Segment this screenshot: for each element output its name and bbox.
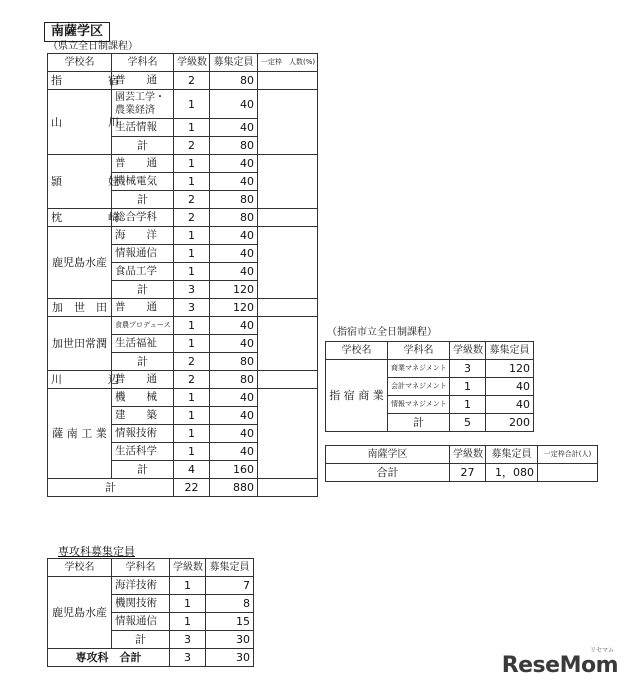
header-classes: 学級数	[174, 54, 210, 72]
fixed-quota-cell	[258, 72, 318, 90]
classes-cell: 2	[174, 137, 210, 155]
city-table-header	[326, 342, 534, 360]
capacity-cell: 7	[206, 577, 254, 595]
classes-cell: 1	[170, 613, 206, 631]
school-name: 鹿児島水産	[48, 227, 112, 299]
capacity-cell: 160	[210, 461, 258, 479]
classes-cell: 3	[170, 631, 206, 649]
dept-name: 会計マネジメント	[388, 378, 450, 396]
classes-cell: 1	[174, 173, 210, 191]
total-capacity: 880	[210, 479, 258, 497]
capacity-cell: 40	[210, 119, 258, 137]
header-school: 学校名	[48, 559, 112, 577]
dept-name: 情報通信	[112, 245, 174, 263]
capacity-cell: 40	[210, 443, 258, 461]
resemom-logo: ReseMom	[501, 653, 618, 678]
dept-name: 総合学科	[112, 209, 174, 227]
classes-cell: 2	[174, 353, 210, 371]
capacity-cell: 80	[210, 137, 258, 155]
classes-cell: 1	[174, 407, 210, 425]
capacity-cell: 40	[210, 90, 258, 119]
school-name: 枕 崎	[48, 209, 112, 227]
capacity-cell: 80	[210, 209, 258, 227]
capacity-cell: 80	[210, 353, 258, 371]
subtotal-label: 計	[112, 191, 174, 209]
dept-name: 普 通	[112, 155, 174, 173]
classes-cell: 1	[450, 378, 486, 396]
classes-cell: 1	[170, 577, 206, 595]
summary-label: 合計	[326, 464, 450, 482]
table-row	[326, 360, 534, 378]
subtotal-label: 計	[112, 353, 174, 371]
school-name: 鹿児島水産	[48, 577, 112, 649]
dept-name: 機 械	[112, 389, 174, 407]
fixed-quota-cell	[258, 479, 318, 497]
classes-cell: 4	[174, 461, 210, 479]
main-capacity-table	[47, 53, 318, 497]
classes-cell: 1	[174, 443, 210, 461]
fixed-quota-cell	[258, 227, 318, 299]
table-row	[48, 577, 254, 595]
classes-cell: 1	[174, 227, 210, 245]
school-name: 加世田常潤	[48, 317, 112, 371]
classes-cell: 1	[174, 335, 210, 353]
header-classes: 学級数	[170, 559, 206, 577]
summary-row	[326, 464, 598, 482]
school-name: 山 川	[48, 90, 112, 155]
total-row	[48, 479, 318, 497]
special-total-label: 専攻科 合計	[48, 649, 170, 667]
capacity-cell: 40	[210, 245, 258, 263]
main-table-caption: （県立全日制課程）	[48, 41, 138, 52]
summary-fixed-cell	[538, 464, 598, 482]
classes-cell: 1	[174, 155, 210, 173]
dept-name: 食品工学	[112, 263, 174, 281]
classes-cell: 2	[174, 72, 210, 90]
city-capacity-table	[325, 341, 534, 432]
capacity-cell: 40	[210, 155, 258, 173]
school-name: 指 宿	[48, 72, 112, 90]
classes-cell: 1	[174, 389, 210, 407]
capacity-cell: 40	[210, 173, 258, 191]
dept-name: 食農プロデュース	[112, 317, 174, 335]
capacity-cell: 120	[210, 281, 258, 299]
header-capacity: 募集定員	[210, 54, 258, 72]
capacity-cell: 40	[486, 396, 534, 414]
classes-cell: 1	[174, 425, 210, 443]
header-dept: 学科名	[112, 54, 174, 72]
dept-name: 海 洋	[112, 227, 174, 245]
subtotal-label: 計	[388, 414, 450, 432]
dept-name: 生活科学	[112, 443, 174, 461]
dept-name: 海洋技術	[112, 577, 170, 595]
capacity-cell: 40	[486, 378, 534, 396]
fixed-quota-cell	[258, 317, 318, 371]
fixed-quota-cell	[258, 209, 318, 227]
summary-district: 南薩学区	[326, 446, 450, 464]
classes-cell: 1	[174, 263, 210, 281]
capacity-cell: 80	[210, 72, 258, 90]
table-row	[48, 209, 318, 227]
school-name: 加 世 田	[48, 299, 112, 317]
dept-name: 商業マネジメント	[388, 360, 450, 378]
classes-cell: 1	[174, 317, 210, 335]
dept-name: 普 通	[112, 72, 174, 90]
classes-cell: 3	[174, 281, 210, 299]
dept-name: 生活福祉	[112, 335, 174, 353]
table-row	[48, 371, 318, 389]
dept-name: 機関技術	[112, 595, 170, 613]
table-row	[48, 317, 318, 335]
capacity-cell: 40	[210, 425, 258, 443]
header-dept: 学科名	[112, 559, 170, 577]
capacity-cell: 80	[210, 371, 258, 389]
table-row	[48, 299, 318, 317]
classes-cell: 2	[174, 191, 210, 209]
school-name: 頴 娃	[48, 155, 112, 209]
fixed-quota-cell	[258, 389, 318, 479]
subtotal-label: 計	[112, 631, 170, 649]
fixed-quota-cell	[258, 371, 318, 389]
capacity-cell: 40	[210, 227, 258, 245]
subtotal-label: 計	[112, 281, 174, 299]
main-table-header	[48, 54, 318, 72]
special-total-capacity: 30	[206, 649, 254, 667]
logo-subtext: リセマム	[590, 647, 614, 654]
fixed-quota-cell	[258, 90, 318, 155]
classes-cell: 3	[450, 360, 486, 378]
classes-cell: 1	[174, 90, 210, 119]
header-capacity: 募集定員	[486, 342, 534, 360]
summary-header-fixed: 一定枠合計(人)	[538, 446, 598, 464]
header-school: 学校名	[48, 54, 112, 72]
classes-cell: 3	[174, 299, 210, 317]
dept-name: 園芸工学・ 農業経済	[112, 90, 174, 119]
capacity-cell: 120	[210, 299, 258, 317]
total-row	[48, 649, 254, 667]
classes-cell: 1	[450, 396, 486, 414]
capacity-cell: 120	[486, 360, 534, 378]
dept-name: 機械電気	[112, 173, 174, 191]
table-row	[48, 90, 318, 119]
capacity-cell: 8	[206, 595, 254, 613]
dept-name: 生活情報	[112, 119, 174, 137]
subtotal-label: 計	[112, 461, 174, 479]
table-row	[48, 72, 318, 90]
summary-classes: 27	[450, 464, 486, 482]
dept-name: 普 通	[112, 299, 174, 317]
capacity-cell: 200	[486, 414, 534, 432]
dept-name: 情報マネジメント	[388, 396, 450, 414]
summary-header	[326, 446, 598, 464]
classes-cell: 5	[450, 414, 486, 432]
summary-capacity: 1，080	[486, 464, 538, 482]
total-label: 計	[48, 479, 174, 497]
special-table-header	[48, 559, 254, 577]
capacity-cell: 40	[210, 407, 258, 425]
capacity-cell: 40	[210, 389, 258, 407]
special-course-caption: 専攻科募集定員	[58, 545, 135, 558]
header-classes: 学級数	[450, 342, 486, 360]
district-summary-table	[325, 445, 598, 482]
total-classes: 22	[174, 479, 210, 497]
table-row	[48, 227, 318, 245]
classes-cell: 2	[174, 371, 210, 389]
capacity-cell: 40	[210, 317, 258, 335]
school-name: 指 宿 商 業	[326, 360, 388, 432]
classes-cell: 1	[174, 245, 210, 263]
capacity-cell: 15	[206, 613, 254, 631]
capacity-cell: 30	[206, 631, 254, 649]
special-total-classes: 3	[170, 649, 206, 667]
dept-name: 情報通信	[112, 613, 170, 631]
school-name: 川 辺	[48, 371, 112, 389]
header-fixed-quota: 一定枠 人数(%)	[258, 54, 318, 72]
capacity-cell: 40	[210, 335, 258, 353]
classes-cell: 1	[174, 119, 210, 137]
classes-cell: 2	[174, 209, 210, 227]
fixed-quota-cell	[258, 155, 318, 209]
header-dept: 学科名	[388, 342, 450, 360]
school-name: 薩 南 工 業	[48, 389, 112, 479]
dept-name: 建 築	[112, 407, 174, 425]
fixed-quota-cell	[258, 299, 318, 317]
capacity-cell: 80	[210, 191, 258, 209]
classes-cell: 1	[170, 595, 206, 613]
header-capacity: 募集定員	[206, 559, 254, 577]
dept-name: 普 通	[112, 371, 174, 389]
special-course-table	[47, 558, 254, 667]
capacity-cell: 40	[210, 263, 258, 281]
dept-name: 情報技術	[112, 425, 174, 443]
summary-header-classes: 学級数	[450, 446, 486, 464]
table-row	[48, 389, 318, 407]
header-school: 学校名	[326, 342, 388, 360]
district-title: 南薩学区	[44, 22, 110, 42]
city-table-caption: （指宿市立全日制課程）	[327, 327, 437, 338]
summary-header-capacity: 募集定員	[486, 446, 538, 464]
table-row	[48, 155, 318, 173]
subtotal-label: 計	[112, 137, 174, 155]
